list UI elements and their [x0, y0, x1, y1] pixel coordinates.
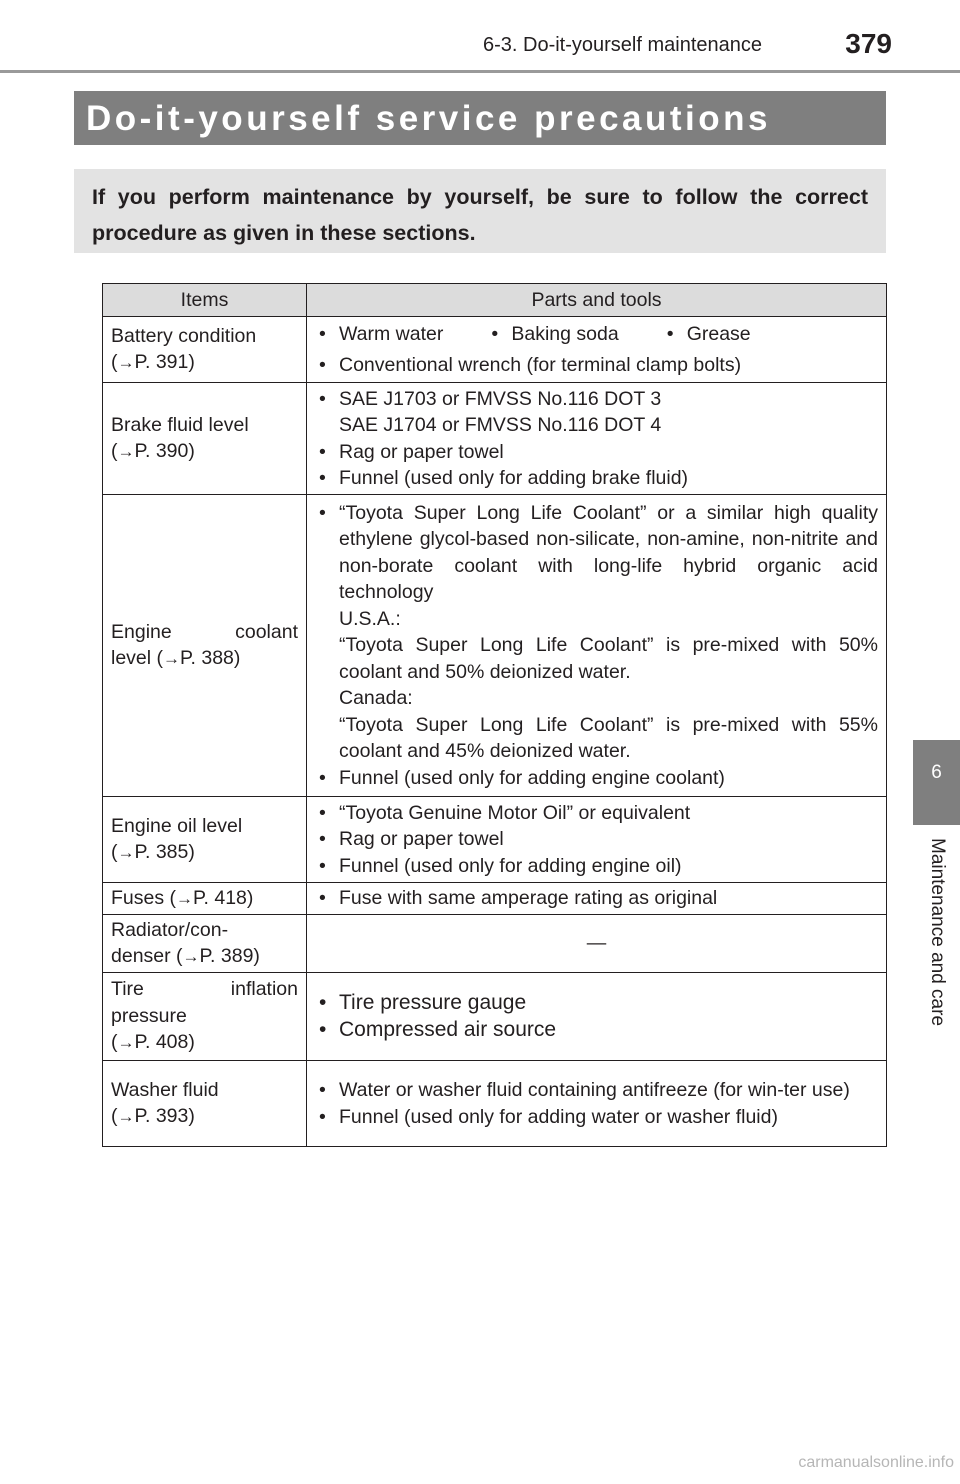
parts-cell [307, 797, 887, 883]
arrow-icon: → [117, 353, 135, 372]
list-item: • Rag or paper towel [315, 826, 878, 853]
table-row [103, 973, 887, 1061]
parts-list [315, 1077, 878, 1130]
list-item: • Funnel (used only for adding brake fluid) [315, 465, 878, 492]
item-cell [103, 973, 307, 1061]
list-item: • Water or washer fluid containing antifreeze (for win-ter use) [315, 1077, 878, 1104]
page-reference[interactable]: (→P. 388) [156, 647, 241, 669]
table-row [103, 883, 887, 915]
table-row [103, 797, 887, 883]
parts-list [315, 352, 878, 379]
item-name-cont: level [111, 647, 152, 669]
item-cell [103, 383, 307, 495]
item-cell [103, 495, 307, 797]
list-item: • Rag or paper towel [315, 439, 878, 466]
parts-tools-table [102, 283, 887, 1147]
parts-list [315, 386, 878, 492]
list-item-continuation: “Toyota Super Long Life Coolant” is pre-mixed with 55% coolant and 45% deionized water. [339, 713, 878, 763]
item-name: Fuses [111, 886, 165, 909]
header-divider [0, 70, 960, 73]
page-reference[interactable]: (→P. 385) [111, 841, 195, 863]
item-cell [103, 797, 307, 883]
list-item-continuation: SAE J1704 or FMVSS No.116 DOT 4 [339, 414, 662, 436]
header-items: Items [103, 284, 307, 317]
header-parts-tools: Parts and tools [307, 284, 887, 317]
list-item: • Baking soda [487, 321, 618, 348]
list-item: • “Toyota Genuine Motor Oil” or equivalent [315, 800, 878, 827]
table-row [103, 317, 887, 383]
parts-list [315, 990, 878, 1043]
list-item: • Grease [663, 321, 751, 348]
list-item: • Compressed air source [315, 1017, 878, 1044]
list-item: • Funnel (used only for adding engine coolant) [315, 765, 878, 792]
list-item-continuation: “Toyota Super Long Life Coolant” is pre-mixed with 50% coolant and 50% deionized water. [339, 634, 878, 683]
item-cell [103, 317, 307, 383]
intro-box [74, 169, 886, 253]
list-item: • Fuse with same amperage rating as original [315, 885, 878, 912]
section-title: Do-it-yourself service precautions [74, 91, 886, 145]
item-name: Engine oil level [111, 814, 243, 837]
item-cell [103, 915, 307, 973]
item-name: Washer fluid [111, 1078, 219, 1101]
arrow-icon: → [176, 888, 194, 908]
table-header-row [103, 284, 887, 317]
page-reference[interactable]: (→P. 390) [111, 440, 195, 462]
inline-parts-list [315, 321, 878, 348]
chapter-title: Maintenance and care [927, 838, 948, 1027]
arrow-icon: → [117, 442, 135, 461]
chapter-number: 6 [931, 762, 942, 783]
running-header-section: 6-3. Do-it-yourself maintenance [482, 34, 762, 56]
page-reference[interactable]: (→P. 393) [111, 1105, 195, 1127]
page-reference[interactable]: (→P. 389) [176, 945, 260, 967]
item-name: Battery condition [111, 324, 257, 347]
page-reference[interactable]: (→P. 408) [111, 1031, 195, 1054]
table-row [103, 1061, 887, 1147]
item-cell [103, 1061, 307, 1147]
parts-cell-empty: — [307, 915, 887, 973]
arrow-icon: → [117, 1033, 135, 1053]
page-reference[interactable]: (→P. 391) [111, 351, 195, 373]
parts-cell [307, 383, 887, 495]
page-number: 379 [845, 28, 892, 59]
parts-cell [307, 1061, 887, 1147]
arrow-icon: → [117, 843, 135, 862]
table-row [103, 495, 887, 797]
item-name: Engine coolant [111, 620, 298, 643]
parts-list [315, 500, 878, 792]
list-item: • Funnel (used only for adding engine oil) [315, 853, 878, 880]
list-item: • Conventional wrench (for terminal clamp bolts) [315, 352, 878, 379]
list-item: • Warm water [315, 321, 443, 348]
arrow-icon: → [163, 649, 181, 668]
list-item-continuation: U.S.A.: [339, 607, 401, 630]
arrow-icon: → [117, 1107, 135, 1126]
parts-list [315, 885, 878, 912]
page-reference[interactable]: (→P. 418) [169, 886, 254, 909]
item-name-cont: pressure [111, 1004, 187, 1027]
item-cell [103, 883, 307, 915]
list-item: • “Toyota Super Long Life Coolant” or a similar high quality ethylene glycol-based non-silicate, non-amine, non-nitrite and non-borate coolant with long-life hybrid organic acid technology [315, 500, 878, 606]
item-name-cont: denser [111, 945, 171, 967]
parts-cell [307, 883, 887, 915]
item-name: Radiator/con- [111, 918, 229, 941]
list-item: • SAE J1703 or FMVSS No.116 DOT 3 [315, 386, 878, 413]
item-name: Tire inflation [111, 978, 298, 1001]
parts-cell [307, 495, 887, 797]
parts-list [315, 800, 878, 880]
parts-cell [307, 317, 887, 383]
arrow-icon: → [182, 947, 200, 966]
watermark: carmanualsonline.info [798, 1454, 954, 1471]
parts-cell [307, 973, 887, 1061]
item-name: Brake fluid level [111, 413, 249, 436]
table-row [103, 383, 887, 495]
list-item: • Tire pressure gauge [315, 990, 878, 1017]
list-item: • Funnel (used only for adding water or washer fluid) [315, 1104, 878, 1131]
list-item-continuation: Canada: [339, 687, 413, 710]
intro-text: If you perform maintenance by yourself, be sure to follow the correct procedure as given in these sections. [92, 185, 868, 245]
table-row [103, 915, 887, 973]
